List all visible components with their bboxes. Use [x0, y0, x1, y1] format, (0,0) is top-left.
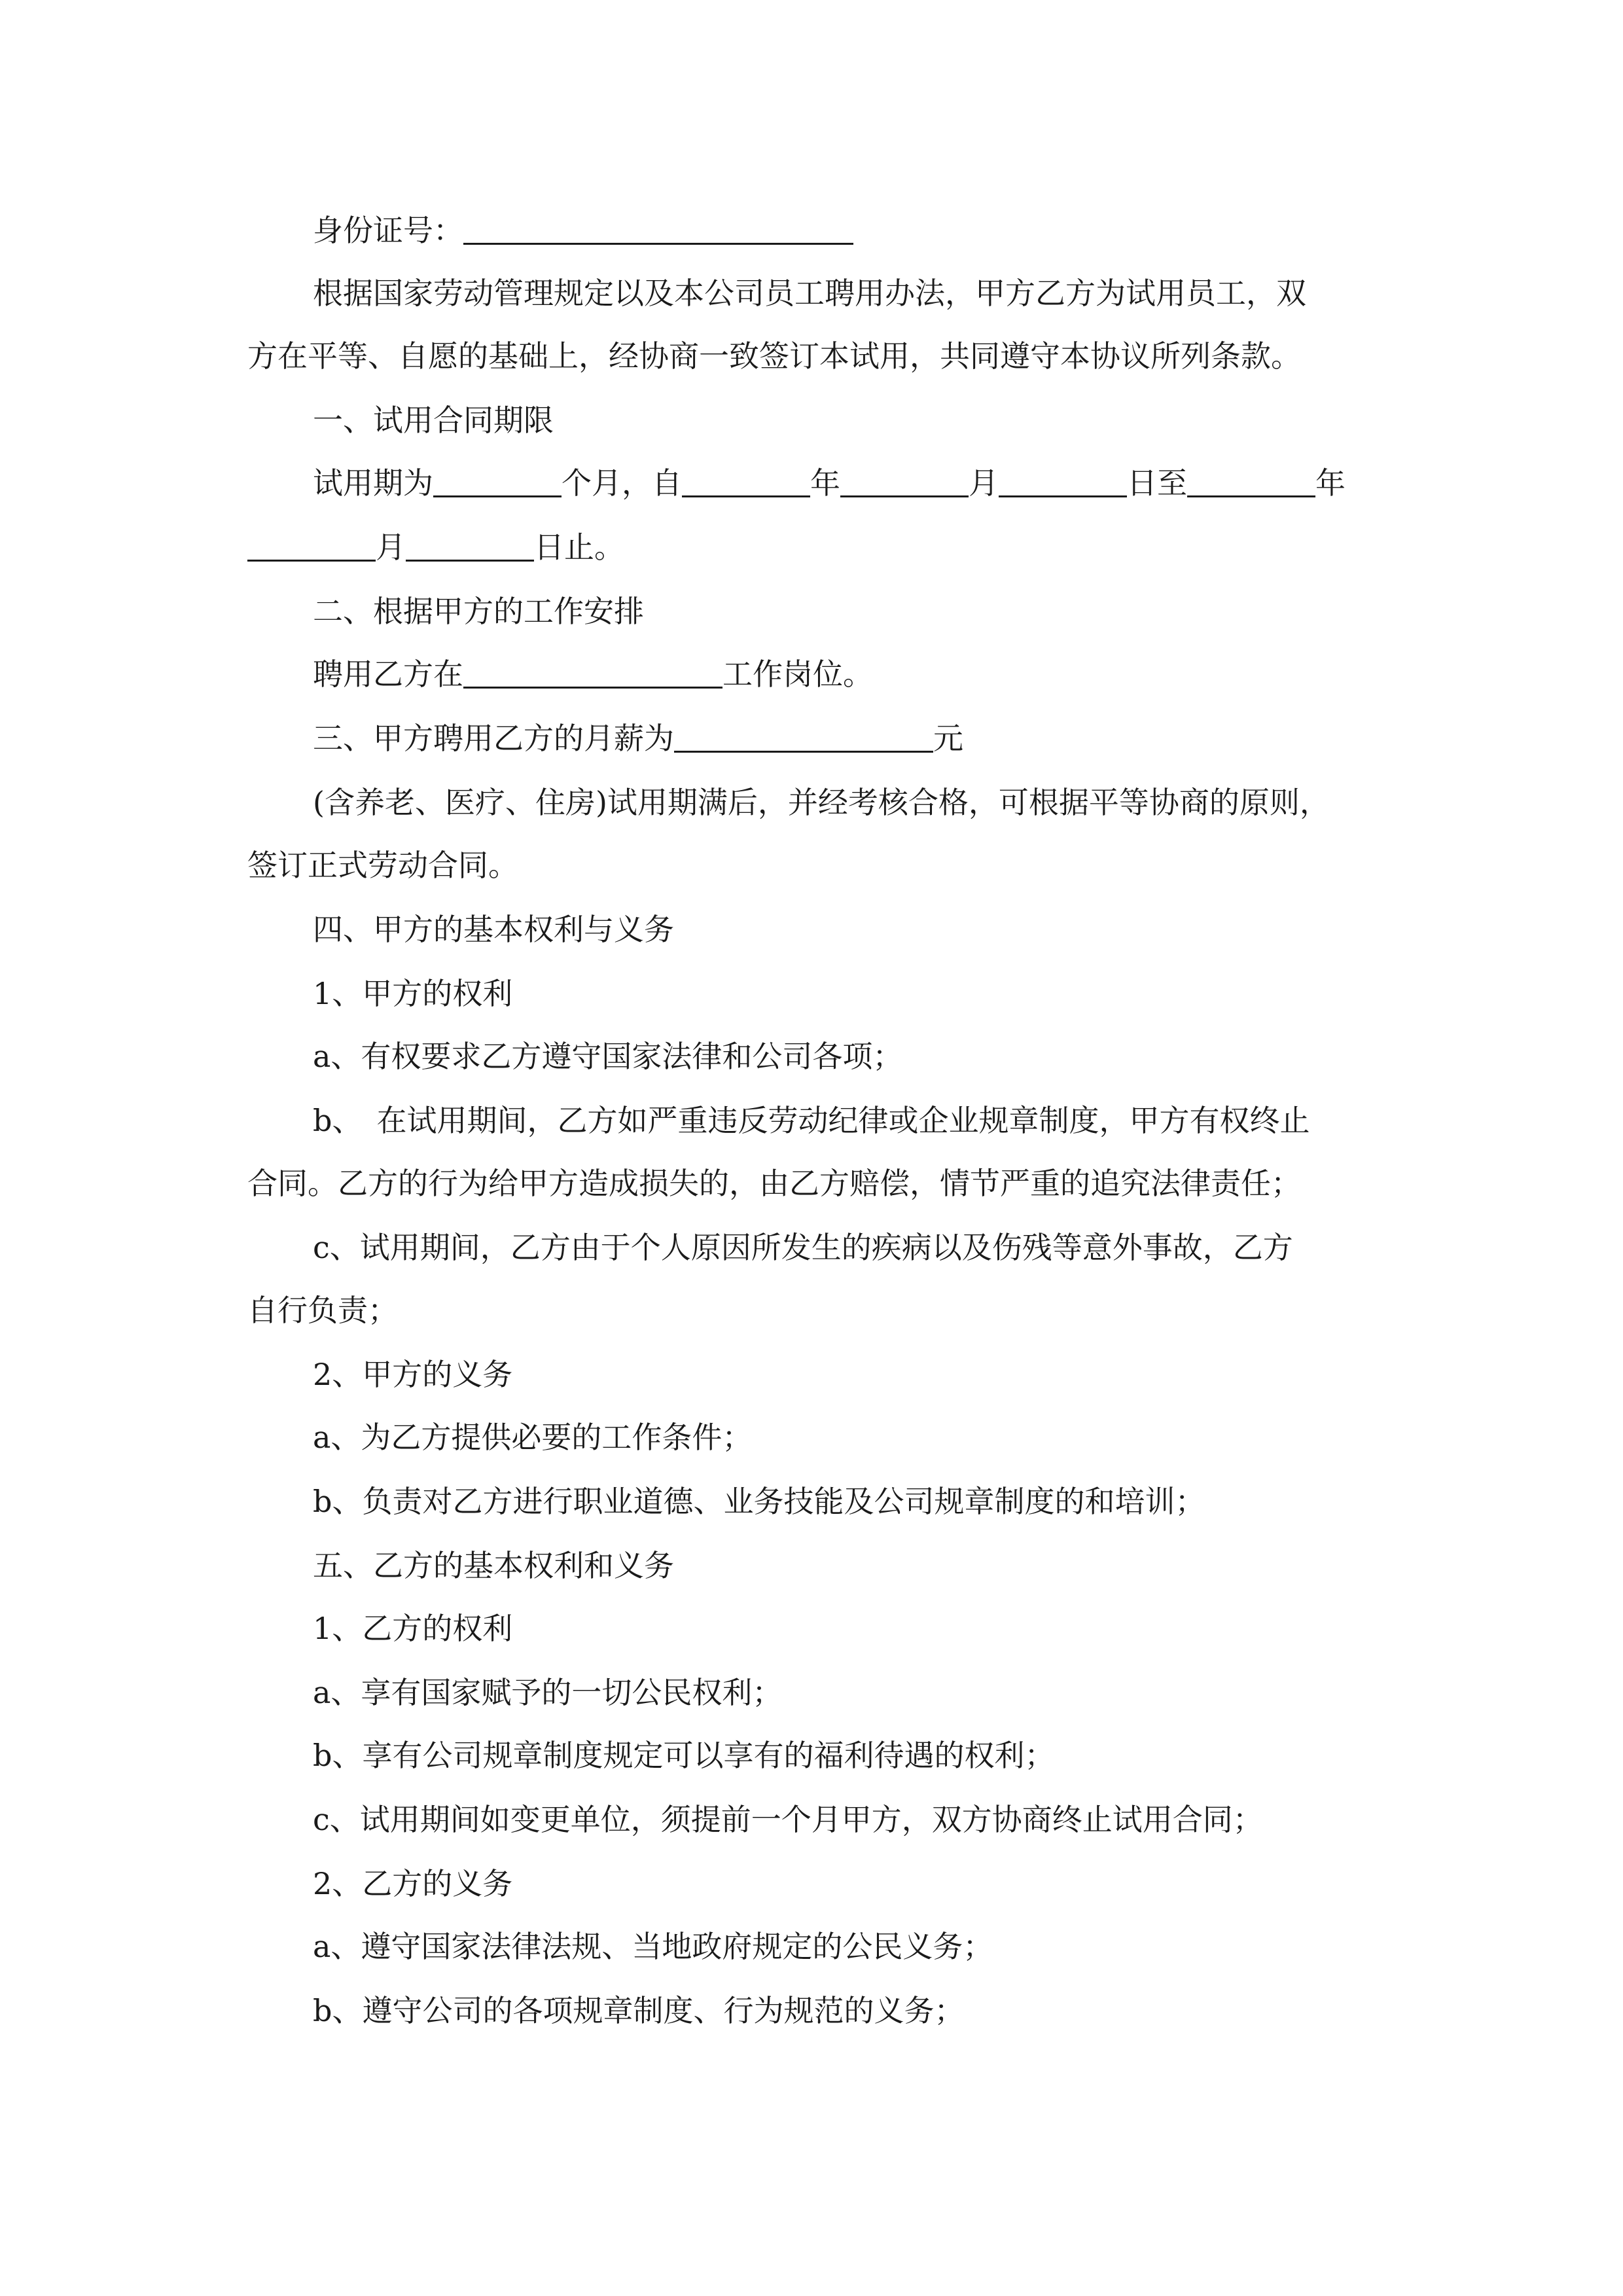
id-number-blank: [463, 213, 853, 245]
section-4-heading: 四、甲方的基本权利与义务: [313, 912, 674, 947]
party-b-rights-c: c、试用期间如变更单位，须提前一个月甲方，双方协商终止试用合同；: [313, 1802, 1263, 1837]
section-2-heading: 二、根据甲方的工作安排: [313, 594, 644, 629]
party-b-rights-b: b、享有公司规章制度规定可以享有的福利待遇的权利；: [313, 1738, 1055, 1773]
start-day-blank: [999, 465, 1127, 497]
salary-text: 三、甲方聘用乙方的月薪为: [313, 721, 674, 756]
trial-period-text: 试用期为: [313, 465, 433, 501]
party-b-duties-a: a、遵守国家法律法规、当地政府规定的公民义务；: [313, 1929, 993, 1964]
party-a-rights-heading: 1、甲方的权利: [313, 976, 513, 1011]
party-a-duties-heading: 2、甲方的义务: [313, 1357, 513, 1392]
end-year-blank: [1187, 465, 1315, 497]
section-3-line-2: 签订正式劳动合同。: [247, 848, 518, 883]
end-day-blank: [406, 529, 534, 562]
job-position-line: [0, 655, 1623, 694]
party-a-rights-a: a、有权要求乙方遵守国家法律和公司各项；: [313, 1039, 903, 1074]
job-position-text: 聘用乙方在: [313, 656, 463, 692]
trial-period-text: 日止。: [534, 529, 624, 565]
salary-blank: [674, 721, 933, 753]
party-a-rights-b-text: 在试用期间，乙方如严重违反劳动纪律或企业规章制度，甲方有权终止: [376, 1103, 1310, 1138]
trial-period-text: 年: [810, 465, 840, 501]
party-b-rights-heading: 1、乙方的权利: [313, 1611, 513, 1646]
trial-period-line-1: [0, 463, 1623, 503]
months-blank: [433, 465, 562, 497]
party-b-duties-heading: 2、乙方的义务: [313, 1866, 513, 1901]
section-1-heading: 一、试用合同期限: [313, 403, 554, 438]
party-b-rights-a: a、享有国家赋予的一切公民权利；: [313, 1675, 783, 1710]
start-year-blank: [682, 465, 810, 497]
intro-line-2: 方在平等、自愿的基础上，经协商一致签订本试用，共同遵守本协议所列条款。: [247, 338, 1301, 374]
trial-period-text: 个月，自: [562, 465, 682, 501]
party-a-duties-a: a、为乙方提供必要的工作条件；: [313, 1420, 753, 1455]
party-a-duties-b: b、负责对乙方进行职业道德、业务技能及公司规章制度的和培训；: [313, 1484, 1205, 1519]
party-a-rights-c-line-1: c、试用期间，乙方由于个人原因所发生的疾病以及伤残等意外事故，乙方: [313, 1230, 1293, 1265]
job-position-text: 工作岗位。: [722, 656, 873, 692]
party-a-rights-c-line-2: 自行负责；: [247, 1293, 398, 1328]
id-number-label: 身份证号：: [313, 213, 463, 248]
trial-period-text: 月: [969, 465, 999, 501]
trial-period-line-2: [0, 528, 1623, 567]
id-number-line: [0, 211, 1623, 250]
start-month-blank: [840, 465, 969, 497]
party-a-rights-b-line-1: [0, 1101, 1623, 1140]
section-3-line-1: (含养老、医疗、住房)试用期满后，并经考核合格，可根据平等协商的原则，: [313, 785, 1330, 820]
job-position-blank: [463, 656, 722, 689]
party-b-duties-b: b、遵守公司的各项规章制度、行为规范的义务；: [313, 1993, 965, 2028]
trial-period-text: 日至: [1127, 465, 1187, 501]
trial-period-text: 月: [376, 529, 406, 565]
end-month-blank: [247, 529, 376, 562]
section-5-heading: 五、乙方的基本权利和义务: [313, 1548, 674, 1583]
item-marker: b、: [313, 1103, 363, 1138]
trial-period-text: 年: [1315, 465, 1346, 501]
salary-unit: 元: [933, 721, 963, 756]
section-3-heading: [0, 719, 1623, 758]
party-a-rights-b-line-2: 合同。乙方的行为给甲方造成损失的，由乙方赔偿，情节严重的追究法律责任；: [247, 1166, 1301, 1201]
intro-line-1: 根据国家劳动管理规定以及本公司员工聘用办法，甲方乙方为试用员工，双: [313, 276, 1306, 311]
